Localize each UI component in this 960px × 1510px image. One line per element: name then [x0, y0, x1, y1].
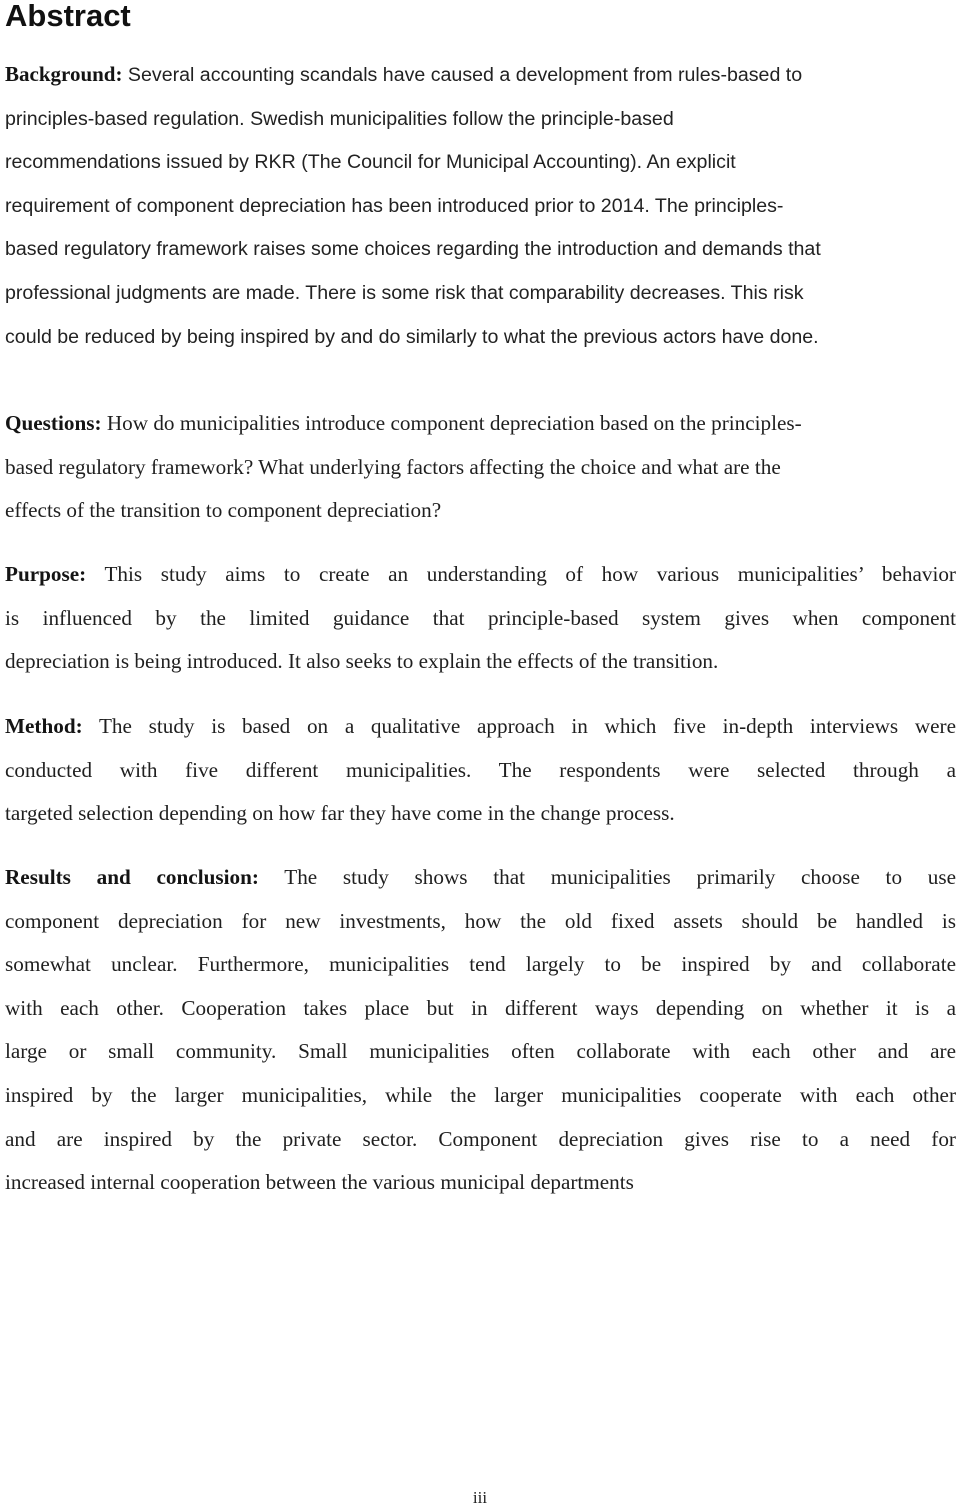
background-line-2: principles-based regulation. Swedish municipalities follow the principle-based	[5, 107, 674, 130]
questions-line-2: based regulatory framework? What underlying factors affecting the choice and what are the	[5, 454, 781, 479]
background-line-5: based regulatory framework raises some choices regarding the introduction and demands that	[5, 238, 821, 261]
background-line-1: Background: Several accounting scandals have caused a development from rules-based to	[5, 62, 803, 86]
results-line-6: inspired by the larger municipalities, while the larger municipalities cooperate with each other	[5, 1082, 956, 1107]
method-line-3: targeted selection depending on how far they have come in the change process.	[5, 801, 675, 826]
results-line-8: increased internal cooperation between the various municipal departments	[5, 1170, 634, 1195]
results-section	[5, 856, 956, 1205]
background-line-6: professional judgments are made. There is some risk that comparability decreases. This risk	[5, 281, 804, 304]
results-line-1: Results and conclusion: The study shows that municipalities primarily choose to use	[5, 865, 956, 889]
questions-heading: Questions:	[5, 411, 102, 435]
method-section	[5, 705, 956, 836]
background-line-3: recommendations issued by RKR (The Council for Municipal Accounting). An explicit	[5, 151, 736, 174]
method-line-2: conducted with five different municipalities. The respondents were selected through a	[5, 757, 956, 782]
results-line-3: somewhat unclear. Furthermore, municipalities tend largely to be inspired by and collaborate	[5, 952, 956, 977]
questions-line-1: Questions: How do municipalities introduce component depreciation based on the principles-	[5, 411, 802, 435]
background-section	[5, 53, 956, 359]
background-line-7: could be reduced by being inspired by and do similarly to what the previous actors have done.	[5, 325, 819, 348]
purpose-line-1: Purpose: This study aims to create an understanding of how various municipalities’ behavior	[5, 562, 956, 586]
method-heading: Method:	[5, 714, 83, 738]
purpose-section	[5, 553, 956, 684]
results-heading: Results and conclusion:	[5, 865, 259, 889]
results-line-2: component depreciation for new investments, how the old fixed assets should be handled is	[5, 908, 956, 933]
purpose-line-2: is influenced by the limited guidance that principle-based system gives when component	[5, 605, 956, 630]
results-line-7: and are inspired by the private sector. Component depreciation gives rise to a need for	[5, 1126, 956, 1151]
purpose-heading: Purpose:	[5, 562, 87, 586]
page-title: Abstract	[5, 0, 131, 33]
background-heading: Background:	[5, 62, 123, 86]
page-number: iii	[472, 1488, 488, 1507]
questions-section	[5, 402, 956, 533]
background-line-4: requirement of component depreciation has been introduced prior to 2014. The principles-	[5, 194, 784, 217]
method-line-1: Method: The study is based on a qualitative approach in which five in-depth interviews were	[5, 714, 956, 738]
results-line-5: large or small community. Small municipalities often collaborate with each other and are	[5, 1039, 956, 1064]
purpose-line-3: depreciation is being introduced. It also seeks to explain the effects of the transition.	[5, 649, 719, 674]
results-line-4: with each other. Cooperation takes place but in different ways depending on whether it is a	[5, 995, 956, 1020]
questions-line-3: effects of the transition to component depreciation?	[5, 498, 442, 523]
